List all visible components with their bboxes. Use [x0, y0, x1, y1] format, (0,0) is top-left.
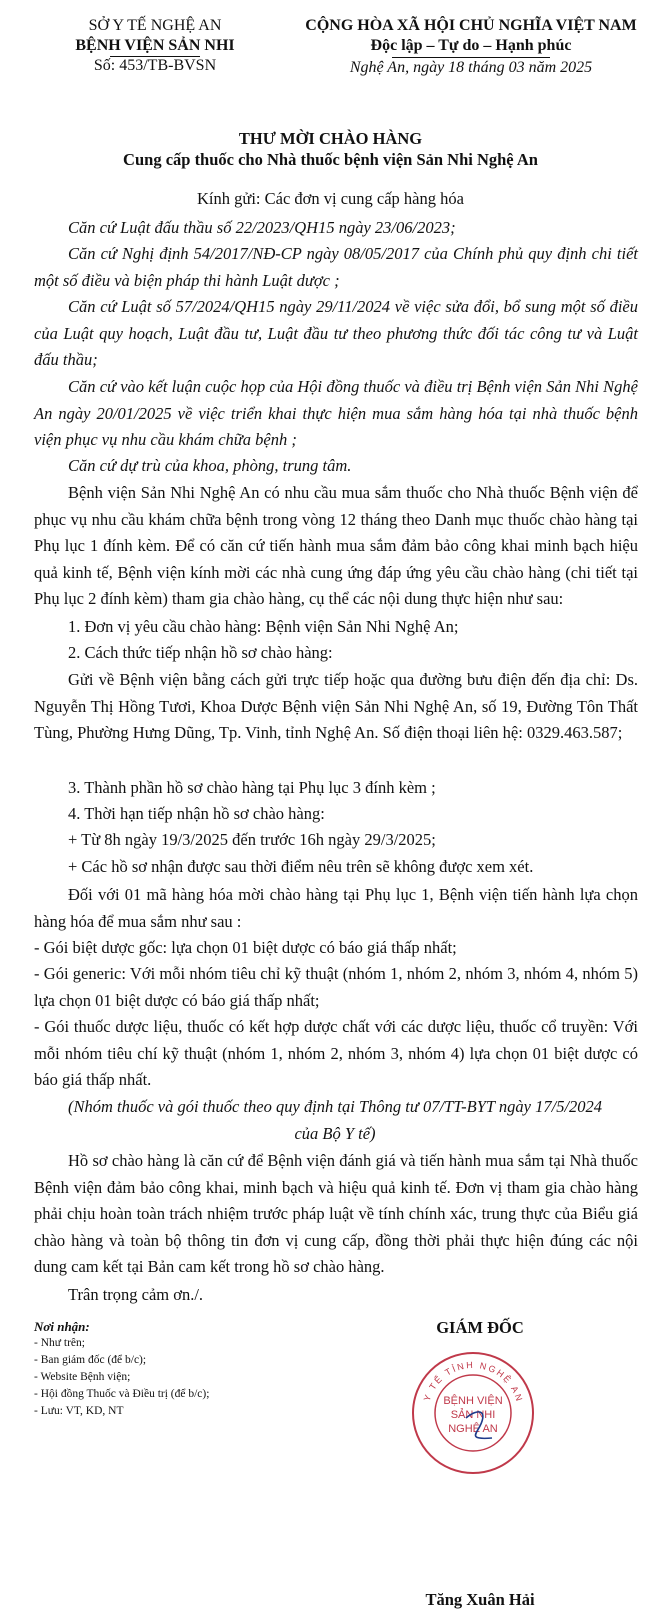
item-2-detail: Gửi về Bệnh viện bằng cách gửi trực tiếp hoặc qua đường bưu điện đến địa chỉ: Ds. Nguyễn Thị Hồng Tươi, Khoa Dược Bệnh viện Sản Nhi Nghệ An, số 19, Đường Tôn Thất Tùng, Phường Hưng Dũng, Tp. Vinh, tỉnh Nghệ An. Số điện thoại liên hệ: 0329.463.587;	[34, 670, 638, 742]
dept-name: SỞ Y TẾ NGHỆ AN	[88, 17, 222, 34]
selection-generic: - Gói generic: Với mỗi nhóm tiêu chỉ kỹ thuật (nhóm 1, nhóm 2, nhóm 3, nhóm 4, nhóm 5) lựa chọn 01 biệt dược có báo giá thấp nhất;	[34, 964, 638, 1010]
recipient-item: - Hội đồng Thuốc và Điều trị (để b/c);	[34, 1388, 210, 1400]
recipient-item: - Như trên;	[34, 1337, 85, 1349]
signer-position: GIÁM ĐỐC	[436, 1318, 524, 1337]
intro-paragraph: Bệnh viện Sản Nhi Nghệ An có nhu cầu mua sắm thuốc cho Nhà thuốc Bệnh viện để phục vụ nhu cầu khám chữa bệnh trong vòng 12 tháng theo Danh mục thuốc chào hàng tại Phụ lục 1 đính kèm. Để có căn cứ tiến hành mua sắm đảm bảo công khai minh bạch hiệu quả kinh tế, Bệnh viện kính mời các nhà cung ứng đáp ứng yêu cầu chào hàng (chi tiết tại Phụ lục 2 đính kèm) tham gia chào hàng, cụ thể các nội dung thực hiện như sau:	[34, 483, 638, 608]
recipients-title: Nơi nhận:	[34, 1319, 90, 1334]
greeting: Kính gửi: Các đơn vị cung cấp hàng hóa	[197, 189, 464, 208]
basis-3: Căn cứ Luật số 57/2024/QH15 ngày 29/11/2024 về việc sửa đổi, bổ sung một số điều của Luật quy hoạch, Luật đầu tư, Luật đầu tư theo phương thức đối tác công tư và Luật đấu thầu;	[34, 297, 638, 369]
document-date: Nghệ An, ngày 18 tháng 03 năm 2025	[349, 59, 593, 76]
header-right	[296, 16, 646, 78]
note-line-2: của Bộ Y tế)	[294, 1123, 376, 1143]
stamp-ring-text: Y TẾ TỈNH NGHỆ AN	[421, 1359, 525, 1404]
official-stamp	[408, 1348, 538, 1478]
signer-name: Tăng Xuân Hải	[425, 1590, 535, 1609]
national-motto: Độc lập – Tự do – Hạnh phúc	[370, 37, 572, 54]
note-line-1: (Nhóm thuốc và gói thuốc theo quy định tại Thông tư 07/TT-BYT ngày 17/5/2024	[67, 1097, 603, 1116]
recipient-item: - Lưu: VT, KD, NT	[34, 1405, 124, 1417]
document-title	[0, 128, 661, 170]
header-left	[40, 16, 270, 76]
item-1: 1. Đơn vị yêu cầu chào hàng: Bệnh viện Sản Nhi Nghệ An;	[68, 617, 459, 636]
title-main: THƯ MỜI CHÀO HÀNG	[238, 129, 423, 148]
recipients	[34, 1318, 334, 1420]
stamp-line-2: SẢN NHI	[450, 1409, 496, 1421]
header-left-underline	[110, 56, 200, 57]
stamp-line-1: BỆNH VIỆN	[443, 1395, 503, 1407]
thanks-line: Trân trọng cảm ơn./.	[68, 1285, 204, 1304]
item-4-late: + Các hồ sơ nhận được sau thời điểm nêu trên sẽ không được xem xét.	[68, 857, 534, 876]
hospital-name: BỆNH VIỆN SẢN NHI	[75, 37, 235, 54]
basis-2: Căn cứ Nghị định 54/2017/NĐ-CP ngày 08/05/2017 của Chính phủ quy định chi tiết một số điều và biện pháp thi hành Luật dược ;	[34, 244, 638, 290]
item-3: 3. Thành phần hồ sơ chào hàng tại Phụ lục 3 đính kèm ;	[68, 778, 436, 797]
selection-herbal: - Gói thuốc dược liệu, thuốc có kết hợp dược chất với các dược liệu, thuốc cổ truyền: Với mỗi nhóm tiêu chí kỹ thuật (nhóm 1, nhóm 2, nhóm 3, nhóm 4) lựa chọn 01 biệt dược có báo giá thấp nhất.	[34, 1017, 638, 1089]
item-2: 2. Cách thức tiếp nhận hồ sơ chào hàng:	[68, 643, 333, 662]
closing-paragraph: Hồ sơ chào hàng là căn cứ để Bệnh viện đánh giá và tiến hành mua sắm tại Nhà thuốc Bệnh viện đảm bảo công khai, minh bạch và hiệu quả kinh tế. Đơn vị tham gia chào hàng phải chịu hoàn toàn trách nhiệm trước pháp luật về tính chính xác, trung thực của Biểu giá chào hàng và toàn bộ thông tin đơn vị cung cấp, đồng thời phải thực hiện đúng các nội dung cam kết tại Bản cam kết trong hồ sơ chào hàng.	[34, 1151, 638, 1276]
motto-underline	[392, 57, 550, 58]
item-4: 4. Thời hạn tiếp nhận hồ sơ chào hàng:	[68, 804, 325, 823]
basis-4: Căn cứ vào kết luận cuộc họp của Hội đồng thuốc và điều trị Bệnh viện Sản Nhi Nghệ An ngày 20/01/2025 về việc triển khai thực hiện mua sắm hàng hóa tại nhà thuốc bệnh viện phục vụ nhu cầu khám chữa bệnh ;	[34, 377, 638, 449]
basis-1: Căn cứ Luật đấu thầu số 22/2023/QH15 ngày 23/06/2023;	[68, 218, 456, 237]
title-sub: Cung cấp thuốc cho Nhà thuốc bệnh viện Sản Nhi Nghệ An	[123, 150, 538, 169]
selection-intro: Đối với 01 mã hàng hóa mời chào hàng tại Phụ lục 1, Bệnh viện tiến hành lựa chọn hàng hóa để mua sắm như sau :	[34, 885, 638, 931]
stamp-graphic	[408, 1348, 538, 1478]
item-4-from: + Từ 8h ngày 19/3/2025 đến trước 16h ngày 29/3/2025;	[68, 830, 436, 849]
stamp-line-3: NGHỆ AN	[448, 1423, 498, 1435]
recipient-item: - Ban giám đốc (để b/c);	[34, 1354, 147, 1366]
document-number: Số: 453/TB-BVSN	[93, 57, 217, 74]
selection-original: - Gói biệt dược gốc: lựa chọn 01 biệt dược có báo giá thấp nhất;	[34, 938, 457, 957]
basis-5: Căn cứ dự trù của khoa, phòng, trung tâm.	[68, 456, 352, 475]
national-title: CỘNG HÒA XÃ HỘI CHỦ NGHĨA VIỆT NAM	[305, 17, 637, 34]
regulation-note	[20, 1094, 650, 1147]
recipient-item: - Website Bệnh viện;	[34, 1371, 131, 1383]
